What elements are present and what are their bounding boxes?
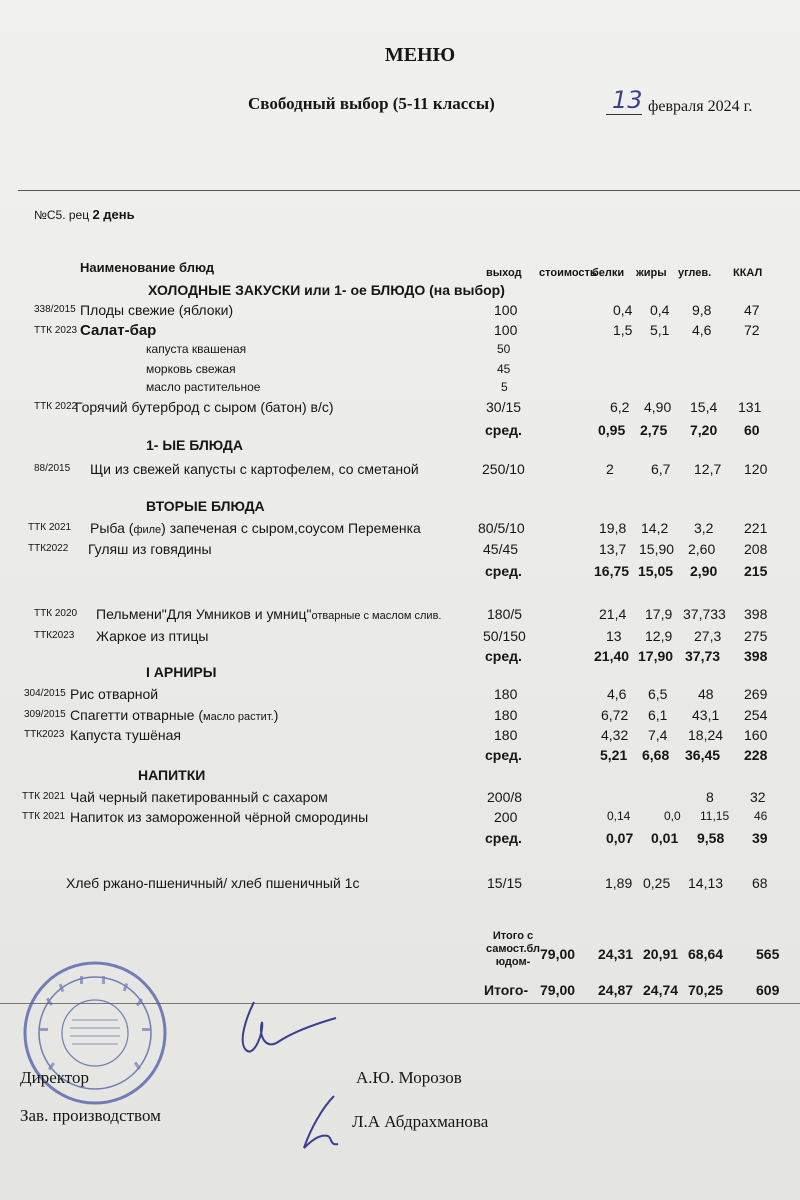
table-row: 338/2015 Плоды свежие (яблоки) 100 0,4 0,4 9,8 47 <box>34 302 760 318</box>
table-row: ТТК2023 Жаркое из птицы 50/150 13 12,9 27,3 275 <box>34 628 768 644</box>
table-row: ТТК 2021 Чай черный пакетированный с сахаром 200/8 8 32 <box>22 789 766 805</box>
section-cold: ХОЛОДНЫЕ ЗАКУСКИ или 1- ое БЛЮДО (на выбор) <box>148 282 505 298</box>
col-header-cost: стоимость <box>539 267 597 279</box>
average-row: сред. 5,21 6,68 36,45 228 <box>485 747 768 763</box>
table-row: 88/2015 Щи из свежей капусты с картофелем, со сметаной 250/10 2 6,7 12,7 120 <box>34 461 768 477</box>
col-header-name: Наименование блюд <box>80 260 215 275</box>
director-title: Директор <box>20 1068 89 1087</box>
section-first: 1- ЫЕ БЛЮДА <box>146 437 243 453</box>
col-header-carbs: углев. <box>678 267 712 279</box>
col-header-output: выход <box>486 267 522 279</box>
section-drinks: НАПИТКИ <box>138 767 206 783</box>
production-signature-icon <box>294 1090 354 1158</box>
production-title: Зав. производством <box>20 1106 161 1125</box>
total-row: 79,00 24,31 20,91 68,64 565 <box>540 946 780 962</box>
table-row: ТТК 2020 Пельмени"Для Умников и умниц"отварные с маслом слив. 180/5 21,4 17,9 37,733 398 <box>34 606 768 622</box>
table-row: капуста квашеная 50 <box>146 342 511 356</box>
production-name: Л.А Абдрахманова <box>352 1112 489 1131</box>
average-row: сред. 0,07 0,01 9,58 39 <box>485 830 768 846</box>
table-row: морковь свежая 45 <box>146 362 511 376</box>
table-row: Хлеб ржано-пшеничный/ хлеб пшеничный 1с 15/15 1,89 0,25 14,13 68 <box>66 875 768 891</box>
divider-top <box>18 190 800 191</box>
table-row: 304/2015 Рис отварной 180 4,6 6,5 48 269 <box>24 686 768 702</box>
table-row: масло растительное 5 <box>146 380 508 394</box>
date-day-handwritten: 13 <box>612 86 643 114</box>
director-name: А.Ю. Морозов <box>356 1068 462 1087</box>
average-row: сред. 0,95 2,75 7,20 60 <box>485 422 760 438</box>
total-row: Итого- 79,00 24,87 24,74 70,25 609 <box>484 982 780 998</box>
recipe-collection <box>34 207 135 222</box>
table-row: ТТК 2023 Салат-бар 100 1,5 5,1 4,6 72 <box>34 322 760 339</box>
date-underline <box>606 114 642 115</box>
date-month-year: февраля 2024 г. <box>648 98 753 115</box>
director-signature-icon <box>228 992 358 1066</box>
table-row: ТТК2022 Гуляш из говядины 45/45 13,7 15,90 2,60 208 <box>28 541 768 557</box>
average-row: сред. 16,75 15,05 2,90 215 <box>485 563 768 579</box>
section-second: ВТОРЫЕ БЛЮДА <box>146 498 265 514</box>
collection-code: №С5. рец <box>34 208 90 222</box>
table-row: ТТК 2021 Рыба (филе) запеченая с сыром,соусом Переменка 80/5/10 19,8 14,2 3,2 221 <box>28 520 768 536</box>
col-header-fat: жиры <box>636 267 667 279</box>
page-subtitle: Свободный выбор (5-11 классы) <box>248 94 495 113</box>
table-row: ТТК 2021 Напиток из замороженной чёрной смородины 200 0,14 0,0 11,15 46 <box>22 809 768 825</box>
page-title: МЕНЮ <box>384 44 456 66</box>
col-header-kcal: ККАЛ <box>733 267 763 279</box>
total1-label: Итого с самост.бл юдом- <box>485 930 541 968</box>
table-row: 309/2015 Спагетти отварные (масло растит.) 180 6,72 6,1 43,1 254 <box>24 707 768 723</box>
col-header-protein: белки <box>592 267 625 279</box>
section-garnish: I АРНИРЫ <box>146 664 217 680</box>
average-row: сред. 21,40 17,90 37,73 398 <box>485 648 768 664</box>
table-row: ТТК2023 Капуста тушёная 180 4,32 7,4 18,24 160 <box>24 727 768 743</box>
day-label: 2 день <box>92 207 135 222</box>
table-row: ТТК 2022 Горячий бутерброд с сыром (батон) в/с) 30/15 6,2 4,90 15,4 131 <box>34 399 762 415</box>
